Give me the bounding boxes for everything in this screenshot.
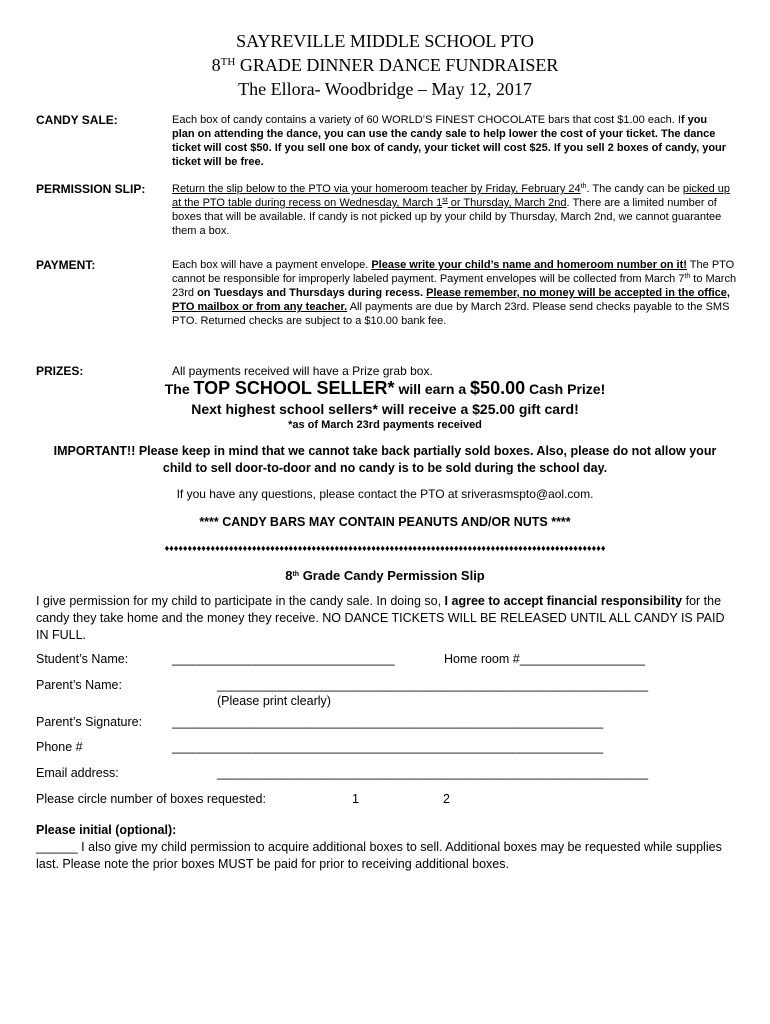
- permission-text: [172, 182, 738, 238]
- permission-text-2: . The candy can be: [586, 183, 683, 195]
- header-event-rest: GRADE DINNER DANCE FUNDRAISER: [235, 55, 559, 75]
- candy-sale-text-1: Each box of candy contains a variety of 60 WORLD’S FINEST CHOCOLATE bars that cost $1.00 each. I: [172, 114, 681, 126]
- prize-line1-e: Cash Prize!: [525, 381, 606, 397]
- header-event: [0, 53, 770, 77]
- prize-line1-c: will earn a: [394, 381, 471, 397]
- box-option-1[interactable]: 1: [352, 792, 359, 806]
- slip-intro-b: I agree to accept financial responsibility: [444, 594, 683, 608]
- divider: ♦♦♦♦♦♦♦♦♦♦♦♦♦♦♦♦♦♦♦♦♦♦♦♦♦♦♦♦♦♦♦♦♦♦♦♦♦♦♦♦♦♦♦♦♦♦♦♦♦♦♦♦♦♦♦♦♦♦♦♦♦♦♦♦♦♦♦♦♦♦♦♦♦♦♦♦♦♦♦♦♦♦♦♦♦♦♦♦♦♦♦♦♦♦♦♦: [164, 543, 606, 553]
- initial-text: ______ I also give my child permission to acquire additional boxes to sell. Additional boxes may be requested while supplies last. Please note the prior boxes MUST be paid for prior to receiving additional boxes.: [36, 840, 722, 871]
- phone-label: Phone #: [36, 740, 83, 754]
- prizes-label: PRIZES:: [36, 364, 84, 378]
- candy-sale-text: [172, 113, 732, 169]
- boxes-label: Please circle number of boxes requested:: [36, 792, 266, 806]
- box-option-2[interactable]: 2: [443, 792, 450, 806]
- prize-note: *as of March 23rd payments received: [288, 419, 482, 431]
- payment-text-8: All payments are due by March 23rd. Please send checks payable to the SMS PTO. Returned checks are subject to a $10.00 bank fee.: [172, 301, 730, 327]
- allergy-warning: **** CANDY BARS MAY CONTAIN PEANUTS AND/OR NUTS ****: [199, 515, 571, 529]
- payment-text-2: Please write your child’s name and homeroom number on it!: [371, 259, 687, 271]
- parent-signature-label: Parent’s Signature:: [36, 715, 143, 729]
- permission-text-3: picked up at the PTO table during recess on Wednesday, March 1: [172, 183, 730, 209]
- email-field[interactable]: ______________________________________________________________: [217, 766, 649, 780]
- payment-text: [172, 258, 738, 328]
- payment-text-7: Please remember, no money will be accepted in the office, PTO mailbox or from any teacher.: [172, 287, 730, 313]
- permission-sup-3: st: [442, 197, 448, 204]
- student-name-label: Student’s Name:: [36, 652, 129, 666]
- header-event-num: 8: [211, 55, 221, 75]
- document-header: [0, 29, 770, 101]
- slip-title-rest: Grade Candy Permission Slip: [299, 568, 485, 583]
- student-name-field[interactable]: ________________________________: [172, 652, 395, 666]
- slip-intro-c: for the candy they take home and the money they receive. NO DANCE TICKETS WILL BE RELEASED UNTIL ALL CANDY IS PAID IN FULL.: [36, 594, 725, 642]
- payment-label: PAYMENT:: [36, 258, 96, 272]
- payment-text-1: Each box will have a payment envelope.: [172, 259, 372, 271]
- candy-sale-text-2: f you plan on attending the dance, you can use the candy sale to help lower the cost of your ticket. The dance ticket will cost $50. If you sell one box of candy, your ticket will cost $25. If you sell 2 boxes of candy, your ticket will be free.: [172, 114, 727, 168]
- print-clearly-note: (Please print clearly): [217, 694, 331, 708]
- permission-label: PERMISSION SLIP:: [36, 182, 146, 196]
- slip-title-sup: th: [292, 571, 300, 578]
- email-label: Email address:: [36, 766, 119, 780]
- top-seller-prize: [0, 378, 770, 398]
- homeroom-field[interactable]: Home room #__________________: [444, 652, 645, 666]
- slip-intro: [36, 593, 736, 644]
- prize-line1-a: The: [164, 381, 194, 397]
- permission-sup-1: th: [580, 183, 587, 190]
- slip-intro-a: I give permission for my child to participate in the candy sale. In doing so,: [36, 594, 445, 608]
- prize-line1-b: TOP SCHOOL SELLER*: [193, 378, 395, 398]
- payment-sup-3: th: [684, 273, 691, 280]
- contact-line: If you have any questions, please contact the PTO at sriverasmspto@aol.com.: [176, 487, 594, 501]
- permission-text-1: Return the slip below to the PTO via your homeroom teacher by Friday, February 24: [172, 183, 581, 195]
- initial-label: Please initial (optional):: [36, 823, 177, 837]
- permission-text-5: . There are a limited number of boxes that will be available. If candy is not picked up by your child by Thursday, March 2nd, we cannot guarantee them a box.: [172, 197, 722, 237]
- prize-line1-d: $50.00: [470, 378, 526, 398]
- header-event-sup: TH: [220, 56, 236, 68]
- next-seller-prize: Next highest school sellers* will receive a $25.00 gift card!: [191, 401, 579, 417]
- payment-text-3: The PTO cannot be responsible for improperly labeled payment. Payment envelopes will be collected from March 7: [172, 259, 735, 285]
- prizes-text: All payments received will have a Prize grab box.: [172, 364, 433, 378]
- parent-name-label: Parent’s Name:: [36, 678, 122, 692]
- parent-name-field[interactable]: ______________________________________________________________: [217, 678, 649, 692]
- payment-text-5: on Tuesdays and Thursdays during recess.: [197, 287, 424, 299]
- important-notice: IMPORTANT!! Please keep in mind that we cannot take back partially sold boxes. Also, please do not allow your child to sell door-to-door and no candy is to be sold during the school day.: [53, 444, 717, 475]
- phone-field[interactable]: ______________________________________________________________: [172, 740, 604, 754]
- slip-title: [0, 568, 770, 583]
- slip-title-num: 8: [285, 568, 293, 583]
- permission-text-4: or Thursday, March 2nd: [447, 197, 567, 209]
- parent-signature-field[interactable]: ______________________________________________________________: [172, 715, 604, 729]
- candy-sale-label: CANDY SALE:: [36, 113, 118, 127]
- payment-text-4: to March 23rd: [172, 273, 737, 299]
- header-org: SAYREVILLE MIDDLE SCHOOL PTO: [236, 31, 534, 51]
- header-venue-date: The Ellora- Woodbridge – May 12, 2017: [238, 79, 532, 99]
